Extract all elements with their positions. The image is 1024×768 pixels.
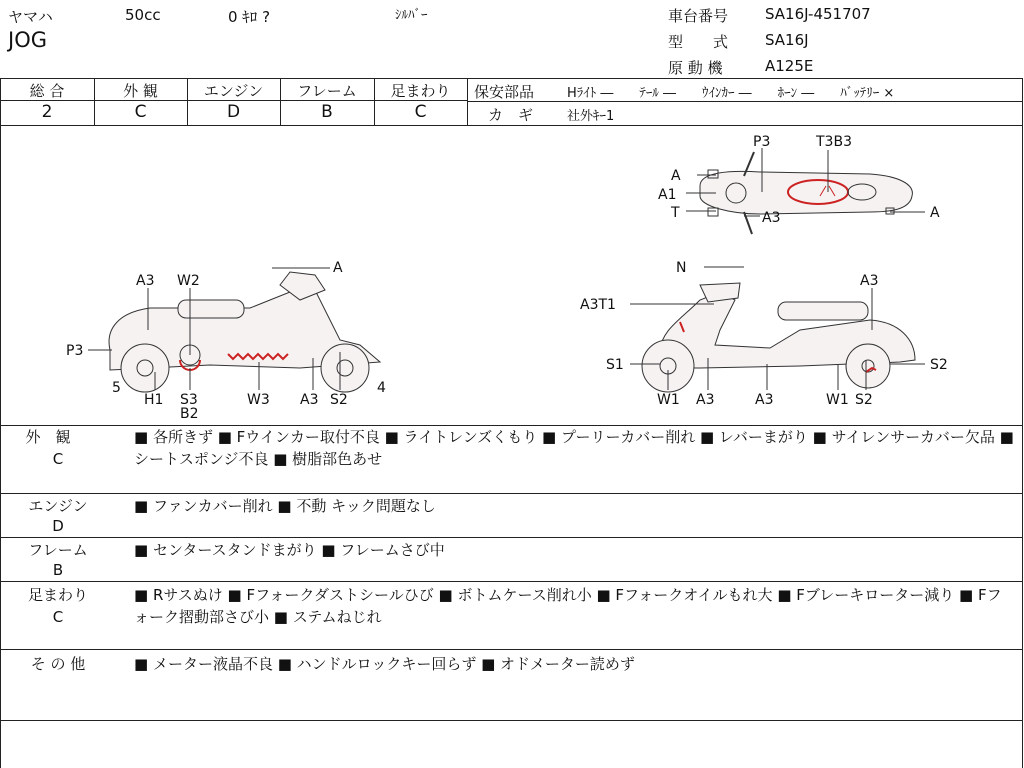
label-right-w1: W1 (657, 392, 680, 408)
label-right-s2b: S2 (855, 392, 873, 408)
label-right-s2: S2 (930, 357, 948, 373)
label-left-h1: H1 (144, 392, 164, 408)
color: ｼﾙﾊﾞｰ (395, 8, 428, 23)
grade-total-label: 総 合 (29, 82, 65, 100)
label-top-a1: A1 (658, 187, 677, 203)
label-left-a3: A3 (136, 273, 155, 289)
label-left-s3: S3 (180, 392, 198, 408)
section-rule (0, 493, 1023, 494)
label-left-w3: W3 (247, 392, 270, 408)
damage-diagram (0, 125, 1024, 425)
label-top-a3: A3 (762, 210, 781, 226)
section-frame-label: フレーム (28, 541, 88, 559)
section-other-text: ■ メーター液晶不良 ■ ハンドルロックキー回らず ■ オドメーター読めず (134, 655, 635, 673)
section-rule (0, 537, 1023, 538)
label-top-p3: P3 (753, 134, 771, 150)
label-right-s1: S1 (606, 357, 624, 373)
maker: ヤマハ (8, 8, 53, 26)
engine-value: A125E (765, 57, 814, 75)
right-view-scooter (630, 267, 925, 392)
section-suspension-grade: C (52, 608, 64, 626)
section-rule (0, 649, 1023, 650)
label-top-t: T (671, 205, 680, 221)
section-suspension-label: 足まわり (27, 586, 88, 604)
safety-mid-rule (468, 101, 1023, 102)
section-frame-text: ■ センタースタンドまがり ■ フレームさび中 (134, 541, 445, 559)
grade-total-value: 2 (41, 102, 53, 122)
grade-engine-label: エンジン (203, 82, 264, 100)
label-left-p3: P3 (66, 343, 84, 359)
section-rule (0, 720, 1023, 721)
section-suspension-text: ■ Rサスぬけ ■ Fフォークダストシールひび ■ ボトムケース削れ小 ■ Fフォークオイルもれ大 ■ Fブレーキローター減り ■ Fフォーク摺動部さび小 ■ ステムねじれ (134, 586, 1002, 626)
left-view-scooter (88, 268, 380, 392)
label-right-a3c: A3 (755, 392, 774, 408)
key-value: 社外ｷｰ1 (567, 109, 615, 124)
section-exterior-text: ■ 各所きず ■ Fウインカー取付不良 ■ ライトレンズくもり ■ プーリーカバー削れ ■ レバーまがり ■ サイレンサーカバー欠品 ■ シートスポンジ不良 ■ 樹脂部色あせ (134, 428, 1014, 468)
grade-frame-label: フレーム (297, 82, 357, 100)
section-exterior-label: 外 観 (25, 428, 71, 446)
mileage: 0 ｷﾛ ? (228, 8, 271, 26)
section-frame-grade: B (52, 561, 64, 579)
type-value: SA16J (765, 31, 809, 49)
label-right-n: N (676, 260, 687, 276)
section-engine-grade: D (52, 517, 64, 535)
label-right-a3t1: A3T1 (580, 297, 616, 313)
grade-frame-value: B (321, 102, 333, 122)
section-engine-label: エンジン (28, 497, 88, 515)
top-view-scooter (686, 148, 925, 234)
label-right-a3b: A3 (696, 392, 715, 408)
label-top-t3b3: T3B3 (816, 134, 852, 150)
engine-label: 原 動 機 (668, 59, 723, 77)
frame-no: SA16J-451707 (765, 5, 871, 23)
label-left-a: A (333, 260, 343, 276)
frame-no-label: 車台番号 (668, 7, 729, 25)
displacement: 50cc (125, 6, 161, 24)
label-left-4: 4 (377, 380, 386, 396)
label-left-s2: S2 (330, 392, 348, 408)
grade-exterior-value: C (134, 102, 147, 122)
label-top-a-rear: A (930, 205, 940, 221)
grade-suspension-label: 足まわり (390, 82, 451, 100)
key-label: カ ギ (488, 106, 534, 124)
section-rule (0, 581, 1023, 582)
grade-top-rule (0, 78, 1023, 79)
grade-exterior-label: 外 観 (123, 82, 158, 100)
label-left-a3b: A3 (300, 392, 319, 408)
grade-divider (467, 78, 468, 125)
model-name: JOG (8, 28, 47, 52)
grade-engine-value: D (226, 102, 241, 122)
section-exterior-grade: C (52, 450, 64, 468)
label-left-b2: B2 (180, 406, 199, 422)
section-other-label: そ の 他 (30, 655, 86, 673)
section-engine-text: ■ ファンカバー削れ ■ 不動 キック問題なし (134, 497, 436, 515)
label-left-5: 5 (112, 380, 121, 396)
label-left-w2: W2 (177, 273, 200, 289)
type-label: 型 式 (668, 33, 729, 51)
label-right-w1b: W1 (826, 392, 849, 408)
grade-suspension-value: C (414, 102, 427, 122)
label-top-a: A (671, 168, 681, 184)
label-right-a3: A3 (860, 273, 879, 289)
safety-items: Hﾗｲﾄ ― ﾃｰﾙ ― ｳｲﾝｶｰ ― ﾎｰﾝ ― ﾊﾞｯﾃﾘｰ × (567, 86, 895, 101)
safety-label: 保安部品 (474, 83, 535, 101)
